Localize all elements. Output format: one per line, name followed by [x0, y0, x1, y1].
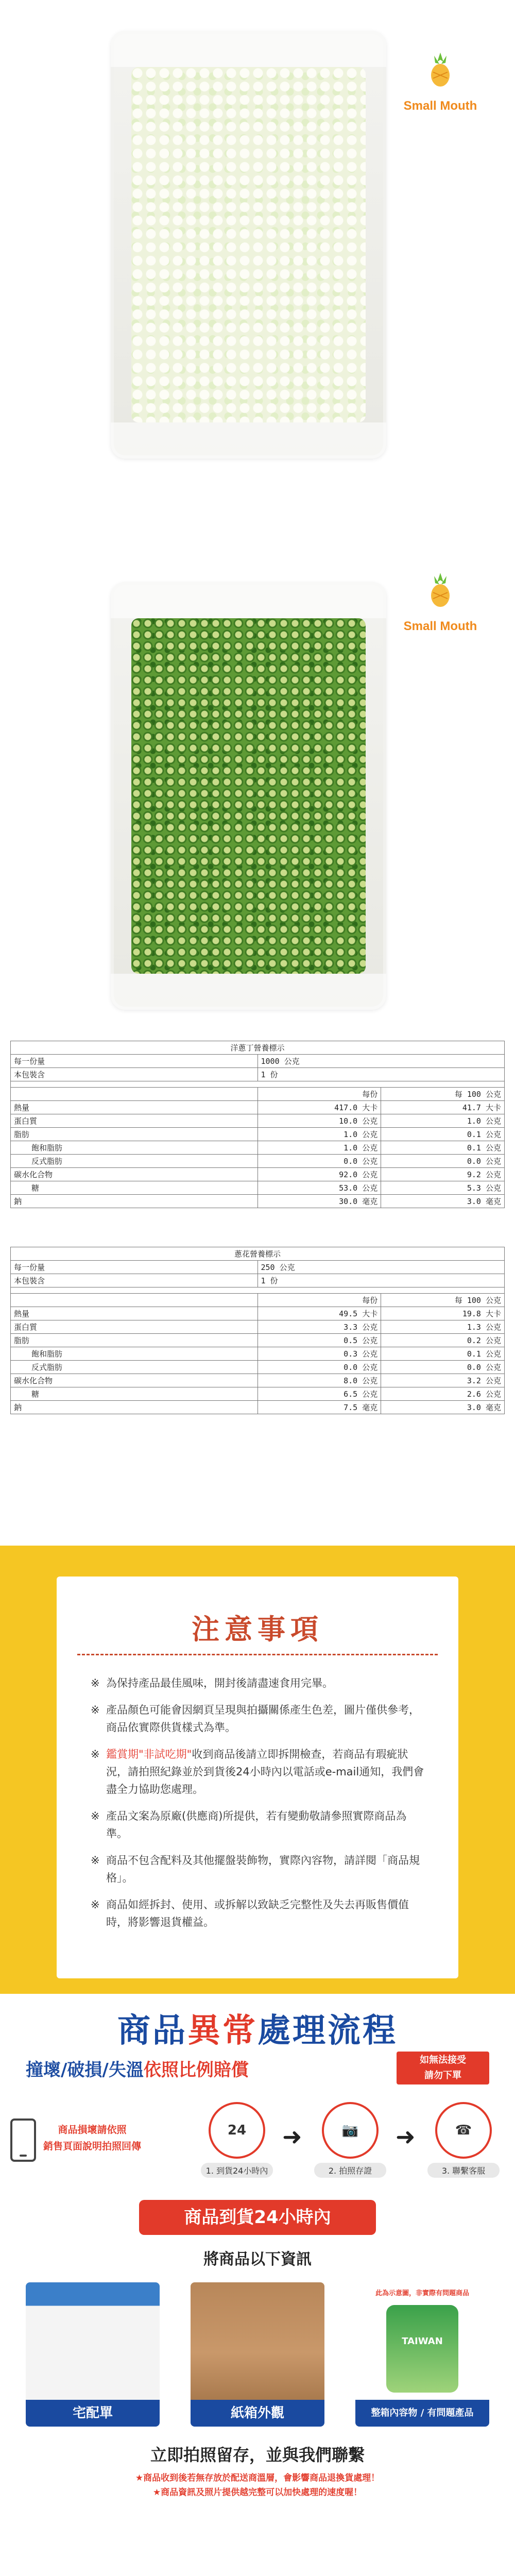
nutrition-cell-per: 49.5 大卡 — [258, 1307, 381, 1320]
nutrition-cell-label: 鈉 — [11, 1195, 258, 1208]
nutrition-cell-label: 鈉 — [11, 1401, 258, 1414]
notice-list — [88, 1674, 427, 1940]
nutrition-cell-per100: 0.0 公克 — [381, 1361, 505, 1374]
phone-icon — [10, 2119, 36, 2162]
step-label: 1. 到貨24小時內 — [201, 2163, 273, 2178]
nutrition-cell-per100: 1.3 公克 — [381, 1320, 505, 1334]
nutrition-cell-per: 7.5 毫克 — [258, 1401, 381, 1414]
step-label: 3. 聯繫客服 — [427, 2163, 500, 2178]
nutrition-cell-per100: 1.0 公克 — [381, 1114, 505, 1128]
shipping-label-image — [26, 2282, 160, 2400]
nutrition-cell-per: 92.0 公克 — [258, 1168, 381, 1181]
nutrition-cell-label: 碳水化合物 — [11, 1374, 258, 1387]
camera-icon: 📷 — [322, 2102, 379, 2159]
scallion-photo — [0, 551, 515, 1030]
carton-card — [191, 2282, 324, 2427]
col-per-serving: 每份 — [258, 1294, 381, 1307]
process-bar: 商品到貨24小時內 — [139, 2200, 376, 2235]
arrow-icon: ➜ — [282, 2123, 302, 2150]
process-subtitle: 撞壞/破損/失溫依照比例賠償 — [26, 2060, 249, 2080]
product-pack-image: TAIWAN — [386, 2305, 458, 2393]
nutrition-row — [11, 1307, 505, 1320]
servings-label: 本包裝含 — [11, 1274, 258, 1287]
nutrition-cell-per100: 41.7 大卡 — [381, 1101, 505, 1114]
nutrition-cell-per100: 0.1 公克 — [381, 1128, 505, 1141]
nutrition-rows — [11, 1101, 505, 1208]
process-warning-badge: 如無法接受 請勿下單 — [397, 2052, 489, 2084]
nutrition-row — [11, 1128, 505, 1141]
notice-title: 注意事項 — [192, 1613, 323, 1646]
nutrition-row — [11, 1361, 505, 1374]
nutrition-row — [11, 1168, 505, 1181]
nutrition-cell-label: 碳水化合物 — [11, 1168, 258, 1181]
scallion-bag-image — [111, 582, 386, 1010]
nutrition-cell-per: 0.0 公克 — [258, 1361, 381, 1374]
nutrition-cell-per: 3.3 公克 — [258, 1320, 381, 1334]
brand-logo — [397, 572, 484, 634]
bullet-mark: ※ — [91, 1677, 100, 1689]
process-phone-notice — [10, 2112, 165, 2169]
customer-service-icon: ☎ — [435, 2102, 492, 2159]
nutrition-cell-per: 53.0 公克 — [258, 1181, 381, 1195]
nutrition-row — [11, 1195, 505, 1208]
bullet-mark: ※ — [91, 1899, 100, 1911]
nutrition-cell-per: 0.5 公克 — [258, 1334, 381, 1347]
nutrition-cell-label: 脂肪 — [11, 1334, 258, 1347]
brand-logo — [397, 52, 484, 113]
card-caption: 紙箱外觀 — [191, 2400, 324, 2427]
nutrition-cell-label: 蛋白質 — [11, 1114, 258, 1128]
process-title: 商品異常處理流程 — [117, 2012, 398, 2050]
nutrition-cell-per100: 5.3 公克 — [381, 1181, 505, 1195]
process-step-3 — [427, 2102, 500, 2184]
nutrition-cell-per100: 2.6 公克 — [381, 1387, 505, 1401]
nutrition-row — [11, 1374, 505, 1387]
nutrition-cell-label: 熱量 — [11, 1307, 258, 1320]
notice-line: 銷售頁面說明拍照回傳 — [43, 2141, 142, 2152]
shipping-label-card — [26, 2282, 160, 2427]
brand-logo-text: Small Mouth — [403, 99, 477, 113]
nutrition-title: 洋蔥丁營養標示 — [11, 1041, 505, 1055]
contents-note: 此為示意圖，非實際有問題商品 — [375, 2290, 469, 2297]
nutrition-cell-per: 10.0 公克 — [258, 1114, 381, 1128]
nutrition-cell-label: 熱量 — [11, 1101, 258, 1114]
nutrition-cell-per100: 0.1 公克 — [381, 1347, 505, 1361]
notice-item: ※ 商品不包含配料及其他擺盤裝飾物，實際內容物，請詳閱「商品規格」。 — [88, 1852, 427, 1887]
nutrition-cell-per100: 3.0 毫克 — [381, 1401, 505, 1414]
clock-24-icon: 24 — [209, 2102, 265, 2159]
nutrition-cell-per100: 0.1 公克 — [381, 1141, 505, 1155]
bullet-mark: ※ — [91, 1748, 100, 1760]
nutrition-cell-label: 糖 — [11, 1387, 258, 1401]
nutrition-cell-per: 417.0 大卡 — [258, 1101, 381, 1114]
bullet-mark: ※ — [91, 1854, 100, 1867]
process-step-2 — [314, 2102, 386, 2184]
notice-divider — [77, 1654, 438, 1655]
nutrition-cell-label: 飽和脂肪 — [11, 1347, 258, 1361]
onion-photo — [0, 0, 515, 479]
nutrition-row — [11, 1401, 505, 1414]
nutrition-row — [11, 1155, 505, 1168]
footer-note: ★商品資訊及照片提供越完整可以加快處理的速度喔！ — [152, 2487, 363, 2498]
nutrition-cell-label: 反式脂肪 — [11, 1361, 258, 1374]
nutrition-cell-per100: 0.0 公克 — [381, 1155, 505, 1168]
bullet-mark: ※ — [91, 1704, 100, 1716]
nutrition-cell-per: 1.0 公克 — [258, 1128, 381, 1141]
bullet-mark: ※ — [91, 1810, 100, 1822]
nutrition-cell-label: 飽和脂肪 — [11, 1141, 258, 1155]
servings-value: 1 份 — [258, 1274, 505, 1287]
process-footer — [0, 2442, 515, 2500]
carton-image — [191, 2282, 324, 2400]
nutrition-row — [11, 1114, 505, 1128]
nutrition-cell-label: 蛋白質 — [11, 1320, 258, 1334]
nutrition-row — [11, 1141, 505, 1155]
step-label: 2. 拍照存證 — [314, 2163, 386, 2178]
notice-line: 商品損壞請依照 — [58, 2124, 127, 2136]
serving-label: 每一份量 — [11, 1055, 258, 1068]
notice-item: ※ 商品如經拆封、使用、或拆解以致缺乏完整性及失去再販售價值時，將影響退貨權益。 — [88, 1896, 427, 1931]
card-caption: 宅配單 — [26, 2400, 160, 2427]
servings-label: 本包裝含 — [11, 1068, 258, 1081]
nutrition-cell-per100: 3.0 毫克 — [381, 1195, 505, 1208]
footer-main: 立即拍照留存，並與我們聯繫 — [150, 2445, 365, 2465]
arrow-icon: ➜ — [396, 2123, 416, 2150]
nutrition-rows — [11, 1307, 505, 1414]
col-per-serving: 每份 — [258, 1088, 381, 1101]
nutrition-cell-label: 反式脂肪 — [11, 1155, 258, 1168]
pineapple-icon — [425, 52, 456, 88]
abnormal-process-section — [0, 1994, 515, 2576]
nutrition-table-onion — [10, 1041, 505, 1208]
contents-card — [355, 2282, 489, 2427]
nutrition-row — [11, 1181, 505, 1195]
nutrition-cell-per: 1.0 公克 — [258, 1141, 381, 1155]
nutrition-cell-per100: 9.2 公克 — [381, 1168, 505, 1181]
nutrition-row — [11, 1320, 505, 1334]
nutrition-cell-per100: 3.2 公克 — [381, 1374, 505, 1387]
nutrition-cell-per: 0.0 公克 — [258, 1155, 381, 1168]
serving-label: 每一份量 — [11, 1261, 258, 1274]
notice-item: ※ 產品文案為原廠(供應商)所提供，若有變動敬請參照實際商品為準。 — [88, 1807, 427, 1842]
pineapple-icon — [425, 572, 456, 608]
notice-item: ※ 為保持產品最佳風味，開封後請盡速食用完畢。 — [88, 1674, 427, 1692]
nutrition-cell-per100: 0.2 公克 — [381, 1334, 505, 1347]
nutrition-cell-label: 糖 — [11, 1181, 258, 1195]
process-info: 將商品以下資訊 — [203, 2250, 312, 2268]
notice-card — [57, 1577, 458, 1978]
notice-item: ※ 鑑賞期"非試吃期"收到商品後請立即拆開檢查，若商品有瑕疵狀況，請拍照紀錄並於到貨後24小時內以電話或e-mail通知，我們會盡全力協助您處理。 — [88, 1745, 427, 1798]
nutrition-row — [11, 1387, 505, 1401]
nutrition-row — [11, 1101, 505, 1114]
notice-section — [0, 1546, 515, 1994]
contents-image — [355, 2282, 489, 2400]
nutrition-cell-per: 0.3 公克 — [258, 1347, 381, 1361]
nutrition-title: 蔥花營養標示 — [11, 1247, 505, 1261]
servings-value: 1 份 — [258, 1068, 505, 1081]
nutrition-cell-label: 脂肪 — [11, 1128, 258, 1141]
nutrition-row — [11, 1334, 505, 1347]
notice-item: ※ 產品顏色可能會因網頁呈現與拍攝關係產生色差，圖片僅供參考，商品依實際供貨樣式為準。 — [88, 1701, 427, 1736]
nutrition-cell-per: 30.0 毫克 — [258, 1195, 381, 1208]
nutrition-row — [11, 1347, 505, 1361]
nutrition-cell-per: 8.0 公克 — [258, 1374, 381, 1387]
brand-logo-text: Small Mouth — [403, 619, 477, 633]
serving-value: 250 公克 — [258, 1261, 505, 1274]
nutrition-cell-per: 6.5 公克 — [258, 1387, 381, 1401]
col-per-100g: 每 100 公克 — [381, 1088, 505, 1101]
process-step-1 — [201, 2102, 273, 2184]
nutrition-cell-per100: 19.8 大卡 — [381, 1307, 505, 1320]
col-per-100g: 每 100 公克 — [381, 1294, 505, 1307]
nutrition-table-scallion — [10, 1247, 505, 1414]
serving-value: 1000 公克 — [258, 1055, 505, 1068]
onion-bag-image — [111, 31, 386, 459]
card-caption: 整箱內容物 / 有問題產品 — [355, 2400, 489, 2427]
footer-note: ★商品收到後若無存放於配送商溫層，會影響商品退換貨處理！ — [135, 2473, 380, 2483]
